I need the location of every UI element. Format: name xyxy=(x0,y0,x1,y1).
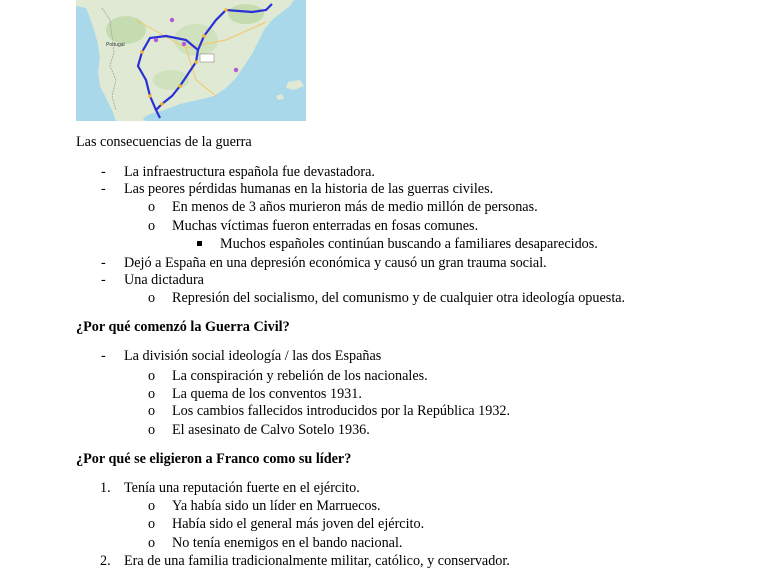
circle-bullet: o xyxy=(148,199,156,215)
dash-bullet: - xyxy=(101,164,106,180)
list-item: La división social ideología / las dos Españas xyxy=(124,348,382,364)
list-number: 1. xyxy=(100,480,111,496)
why-franco-heading: ¿Por qué se eligieron a Franco como su líder? xyxy=(76,451,352,467)
map-label-portugal: Portugal xyxy=(106,42,125,48)
dash-bullet: - xyxy=(101,255,106,271)
list-item: Había sido el general más joven del ejército. xyxy=(172,516,425,532)
list-item: La infraestructura española fue devastadora. xyxy=(124,164,375,180)
circle-bullet: o xyxy=(148,535,156,551)
list-item: Tenía una reputación fuerte en el ejército. xyxy=(124,480,360,496)
list-item: Represión del socialismo, del comunismo y de cualquier otra ideología opuesta. xyxy=(172,290,626,306)
list-item: Las peores pérdidas humanas en la historia de las guerras civiles. xyxy=(124,181,494,197)
dash-bullet: - xyxy=(101,272,106,288)
list-item: Muchos españoles continúan buscando a familiares desaparecidos. xyxy=(220,236,598,252)
circle-bullet: o xyxy=(148,290,156,306)
list-item: Dejó a España en una depresión económica y causó un gran trauma social. xyxy=(124,255,547,271)
list-item: El asesinato de Calvo Sotelo 1936. xyxy=(172,422,370,438)
list-item: Ya había sido un líder en Marruecos. xyxy=(172,498,381,514)
circle-bullet: o xyxy=(148,422,156,438)
list-number: 2. xyxy=(100,553,111,569)
circle-bullet: o xyxy=(148,386,156,402)
consequences-heading: Las consecuencias de la guerra xyxy=(76,134,252,150)
circle-bullet: o xyxy=(148,368,156,384)
list-item: Muchas víctimas fueron enterradas en fosas comunes. xyxy=(172,218,479,234)
list-item: No tenía enemigos en el bando nacional. xyxy=(172,535,403,551)
list-item: Era de una familia tradicionalmente militar, católico, y conservador. xyxy=(124,553,510,569)
list-item: Los cambios fallecidos introducidos por la República 1932. xyxy=(172,403,511,419)
dash-bullet: - xyxy=(101,181,106,197)
circle-bullet: o xyxy=(148,403,156,419)
list-item: La conspiración y rebelión de los nacionales. xyxy=(172,368,428,384)
list-item: Una dictadura xyxy=(124,272,204,288)
circle-bullet: o xyxy=(148,498,156,514)
square-bullet-icon xyxy=(197,241,202,246)
why-war-heading: ¿Por qué comenzó la Guerra Civil? xyxy=(76,319,290,335)
circle-bullet: o xyxy=(148,218,156,234)
spain-map-image xyxy=(76,0,306,121)
list-item: En menos de 3 años murieron más de medio millón de personas. xyxy=(172,199,538,215)
dash-bullet: - xyxy=(101,348,106,364)
circle-bullet: o xyxy=(148,516,156,532)
list-item: La quema de los conventos 1931. xyxy=(172,386,362,402)
